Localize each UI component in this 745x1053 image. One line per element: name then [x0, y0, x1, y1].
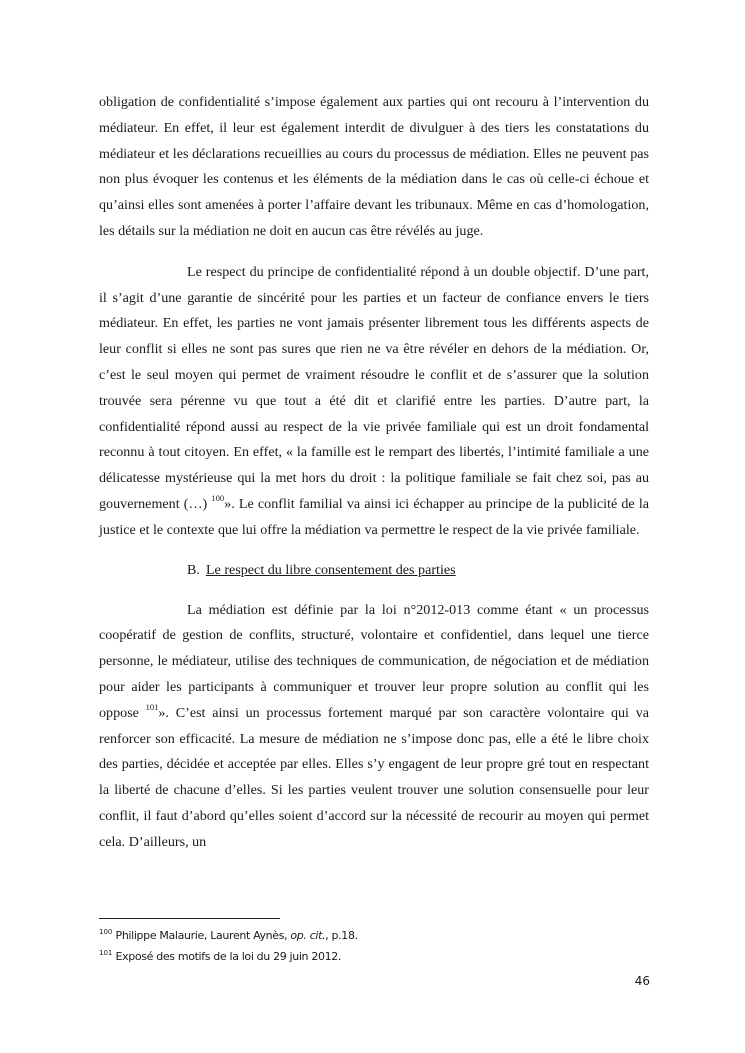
- footnote-page: , p.18.: [325, 929, 358, 942]
- document-body: [99, 90, 649, 856]
- footnote-source: op. cit.: [290, 929, 326, 942]
- footnote-authors: Philippe Malaurie, Laurent Aynès,: [115, 929, 291, 942]
- paragraph-text: Le respect du principe de confidentialité répond à un double objectif. D’une part, il s’agit d’une garantie de sincérité pour les parties et un facteur de confiance envers le tiers médiateur. En effet, les parties ne vont jamais présenter librement tous les différents aspects de leur conflit si elles ne sont pas sures que rien ne va être révéler en dehors de la médiation. Or, c’est le seul moyen qui permet de vraiment résoudre le conflit et de s’assurer que la solution trouvée sera pérenne vu que tout a été dit et clarifié entre les parties. D’autre part, la confidentialité répond aussi au respect de la vie privée familiale qui est un droit fondamental reconnu à tout citoyen. En effet, « la famille est le rempart des libertés, l’intimité familiale a une délicatesse mystérieuse qui la met hors du droit : la politique familiale se fait chez soi, pas au gouvernement (…): [99, 263, 649, 512]
- paragraph-text: ». C’est ainsi un processus fortement marqué par son caractère volontaire qui va renforcer son efficacité. La mesure de médiation ne s’impose donc pas, elle a été le libre choix des parties, décidée et acceptée par elles. Elles s’y engagent de leur propre gré tout en respectant la liberté de chacune d’elles. Si les parties veulent trouver une solution consensuelle pour leur conflit, il faut d’abord qu’elles soient d’accord sur la nécessité de recourir au moyen qui permet cela. D’ailleurs, un: [99, 704, 649, 850]
- footnotes: [99, 924, 649, 965]
- section-letter: B.: [187, 561, 200, 578]
- paragraph-confidentiality-obligation: obligation de confidentialité s’impose également aux parties qui ont recouru à l’intervention du médiateur. En effet, il leur est également interdit de divulguer à des tiers les constatations du médiateur et les déclarations recueillies au cours du processus de médiation. Elles ne peuvent pas non plus évoquer les contenus et les éléments de la médiation dans le cas où celle-ci échoue et qu’ainsi elles sont amenées à porter l’affaire devant les tribunaux. Même en cas d’homologation, les détails sur la médiation ne doit en aucun cas être révélés au juge.: [99, 94, 649, 239]
- footnote-number: 100: [99, 928, 113, 936]
- paragraph-text: ». Le conflit familial va ainsi ici échapper au principe de la publicité de la justice et le contexte que lui offre la médiation va permettre le respect de la vie privée familiale.: [99, 495, 649, 538]
- footnote-reference-100[interactable]: 100: [211, 492, 225, 503]
- footnote-text: Exposé des motifs de la loi du 29 juin 2012.: [115, 949, 342, 963]
- paragraph-confidentiality-objectives: [99, 260, 649, 544]
- footnote-100: [99, 924, 649, 945]
- footnote-reference-101[interactable]: 101: [145, 701, 159, 712]
- footnote-101: [99, 945, 649, 966]
- paragraph-text: La médiation est définie par la loi n°2012-013 comme étant « un processus coopératif de gestion de conflits, structuré, volontaire et confidentiel, dans lequel une tierce personne, le médiateur, utilise des techniques de communication, de négociation et de médiation pour aider les participants à communiquer et trouver leur propre solution au conflit qui les oppose: [99, 601, 649, 721]
- section-heading: [187, 558, 649, 583]
- footnote-number: 101: [99, 948, 113, 957]
- footnote-separator: [99, 918, 280, 919]
- page-number: 46: [634, 974, 650, 988]
- paragraph-free-consent: [99, 598, 649, 856]
- section-title: Le respect du libre consentement des parties: [205, 561, 456, 578]
